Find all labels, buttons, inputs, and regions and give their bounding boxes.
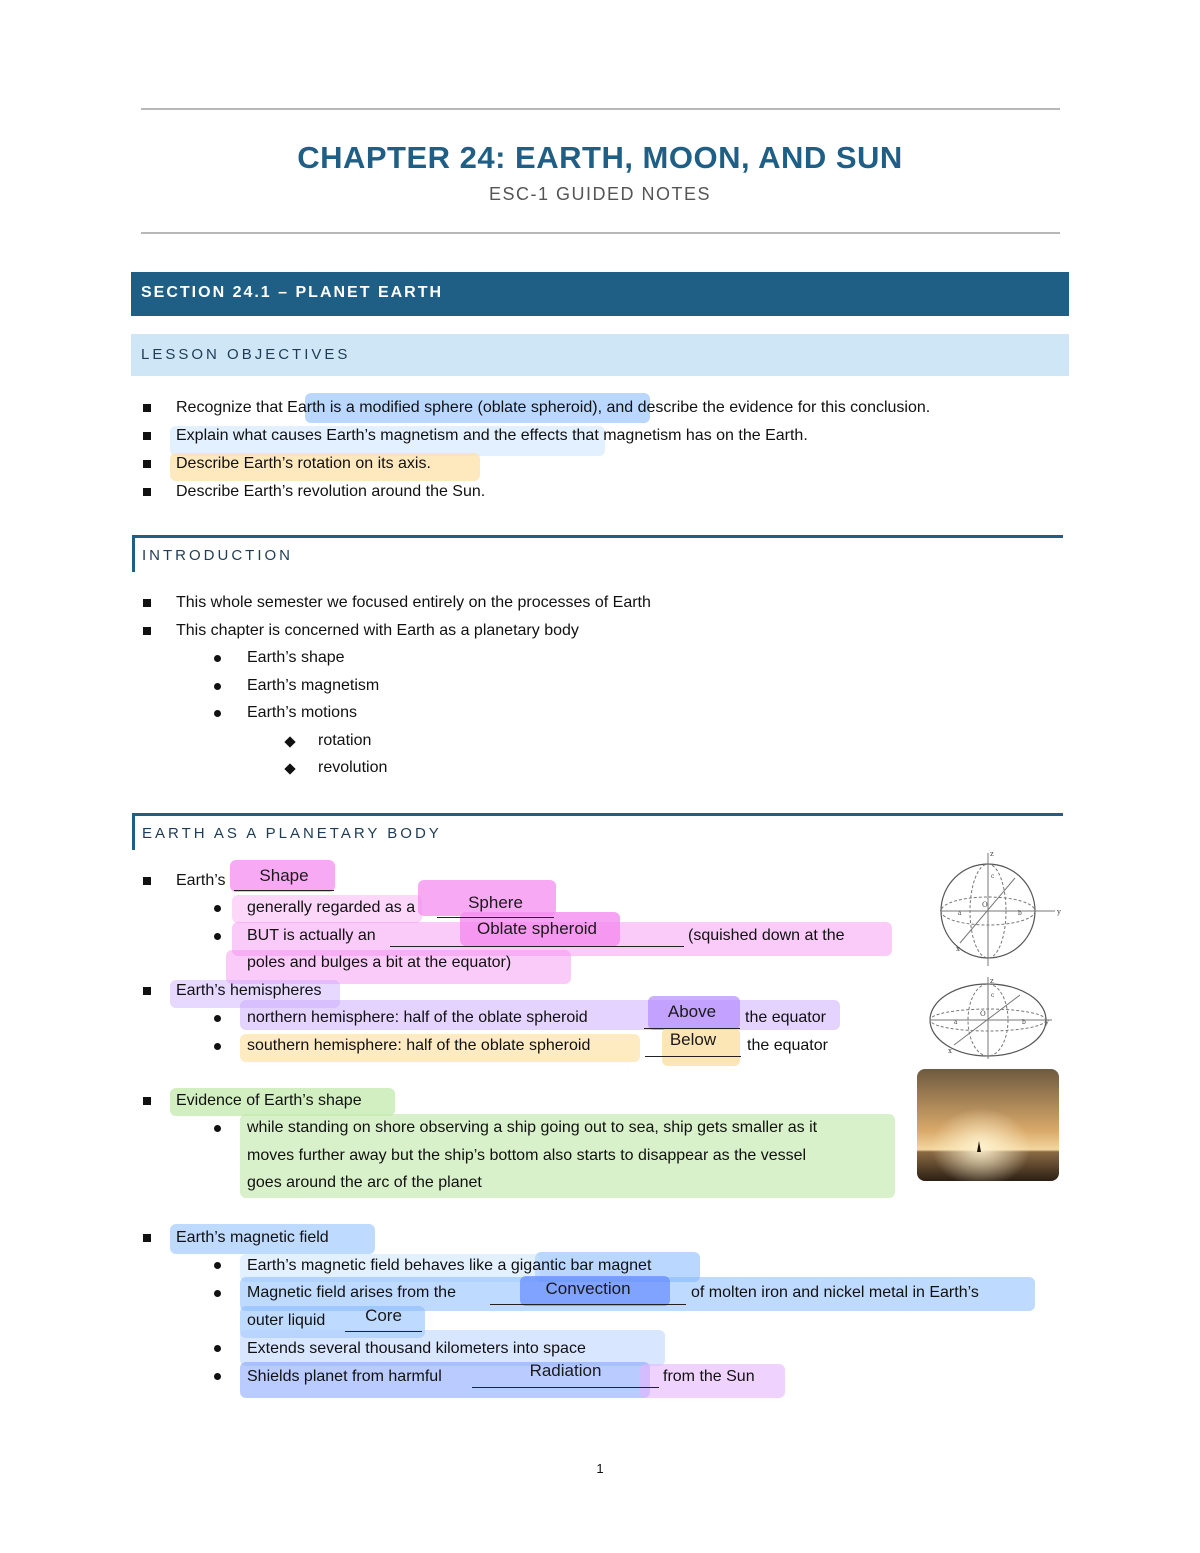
oblate-answer: Oblate spheroid	[476, 919, 598, 938]
magnetic-item-1: Earth’s magnetic field behaves like a gigantic bar magnet	[247, 1257, 652, 1274]
convection-answer: Convection	[545, 1279, 631, 1298]
shape-label: Earth’s	[176, 872, 226, 889]
intro-item-1: This whole semester we focused entirely on the processes of Earth	[176, 594, 651, 611]
bullet	[214, 655, 221, 662]
magnetic-item-4-suffix: from the Sun	[663, 1368, 755, 1385]
objective-3: Describe Earth’s rotation on its axis.	[176, 455, 431, 472]
introduction-heading-box	[132, 535, 1063, 572]
sphere-label-c: c	[991, 873, 995, 880]
oblate-spheroid-diagram	[922, 975, 1062, 1060]
bullet	[214, 1373, 221, 1380]
sphere-label-b: b	[1018, 910, 1022, 917]
introduction-heading: INTRODUCTION	[142, 547, 293, 564]
oblate-label-b: b	[1022, 1019, 1026, 1026]
southern-answer: Below	[669, 1030, 717, 1049]
header-bottom-rule	[141, 232, 1060, 234]
actually-label: BUT is actually an	[247, 927, 376, 944]
bullet	[143, 877, 151, 885]
objective-1: Recognize that Earth is a modified sphere (oblate spheroid), and describe the evidence for this conclusion.	[176, 399, 931, 416]
page-number: 1	[596, 1461, 604, 1476]
oblate-label-c: c	[991, 992, 995, 999]
page-title: CHAPTER 24: EARTH, MOON, AND SUN	[297, 140, 903, 175]
page-subtitle: ESC-1 GUIDED NOTES	[488, 184, 712, 204]
sphere-label-a: a	[958, 910, 962, 917]
sphere-diagram	[930, 848, 1070, 968]
bullet	[143, 627, 151, 635]
section-title: SECTION 24.1 – PLANET EARTH	[141, 284, 444, 301]
intro-sub-item-3: Earth’s motions	[247, 704, 357, 721]
bullet	[143, 1097, 151, 1105]
planetary-body-heading-box	[132, 813, 1063, 850]
magnetic-item-2-line2: outer liquid	[247, 1312, 326, 1329]
bullet	[143, 404, 151, 412]
intro-sub-item-1: Earth’s shape	[247, 649, 345, 666]
sphere-label-o: O	[982, 901, 988, 909]
core-answer: Core	[365, 1306, 402, 1325]
actually-suffix: (squished down at the	[688, 927, 845, 944]
intro-item-2: This chapter is concerned with Earth as a planetary body	[176, 622, 579, 639]
bullet	[143, 1234, 151, 1242]
bullet	[214, 1043, 221, 1050]
sphere-answer: Sphere	[468, 893, 523, 912]
northern-answer: Above	[667, 1002, 717, 1021]
section-banner	[131, 272, 1069, 316]
actually-suffix-line2: poles and bulges a bit at the equator)	[247, 954, 512, 971]
magnetic-item-2-prefix: Magnetic field arises from the	[247, 1284, 456, 1301]
sphere-label-z: z	[990, 850, 994, 858]
evidence-line-1: while standing on shore observing a ship going out to sea, ship gets smaller as it	[247, 1119, 818, 1136]
bullet	[214, 1290, 221, 1297]
bullet	[143, 460, 151, 468]
hemispheres-label: Earth’s hemispheres	[176, 982, 322, 999]
oblate-label-o: O	[980, 1010, 986, 1018]
magnetic-item-4-prefix: Shields planet from harmful	[247, 1368, 442, 1385]
bullet	[214, 1345, 221, 1352]
magnetic-item-2-suffix: of molten iron and nickel metal in Earth’s	[691, 1284, 979, 1301]
oblate-label-y: y	[1045, 1018, 1049, 1026]
bullet	[214, 1015, 221, 1022]
bullet	[143, 488, 151, 496]
southern-suffix: the equator	[747, 1037, 828, 1054]
oblate-label-a: a	[954, 1019, 958, 1026]
magnetic-label: Earth’s magnetic field	[176, 1229, 329, 1246]
bullet	[143, 432, 151, 440]
objective-2: Explain what causes Earth’s magnetism and the effects that magnetism has on the Earth.	[176, 427, 808, 444]
planetary-body-heading: EARTH AS A PLANETARY BODY	[142, 825, 442, 842]
magnetic-item-3: Extends several thousand kilometers into space	[247, 1340, 586, 1357]
objective-4: Describe Earth’s revolution around the Sun.	[176, 483, 486, 500]
northern-suffix: the equator	[745, 1009, 826, 1026]
intro-sub-item-2: Earth’s magnetism	[247, 677, 380, 694]
regarded-label: generally regarded as a	[247, 899, 416, 916]
bullet	[214, 710, 221, 717]
evidence-line-3: goes around the arc of the planet	[247, 1174, 482, 1191]
evidence-label: Evidence of Earth’s shape	[176, 1092, 362, 1109]
intro-sub-sub-item-1: rotation	[318, 732, 372, 749]
bullet	[284, 763, 295, 774]
bullet	[284, 736, 295, 747]
sphere-label-x: x	[956, 945, 960, 953]
bullet	[214, 905, 221, 912]
bullet	[214, 1125, 221, 1132]
lesson-objectives-heading: LESSON OBJECTIVES	[141, 346, 351, 363]
bullet	[143, 987, 151, 995]
intro-sub-sub-item-2: revolution	[318, 759, 388, 776]
oblate-label-x: x	[948, 1047, 952, 1055]
bullet	[143, 599, 151, 607]
evidence-line-2: moves further away but the ship’s bottom also starts to disappear as the vessel	[247, 1147, 807, 1164]
bullet	[214, 1262, 221, 1269]
sphere-label-y: y	[1057, 908, 1061, 916]
radiation-answer: Radiation	[529, 1361, 602, 1380]
oblate-label-z: z	[990, 977, 994, 985]
top-rule	[141, 108, 1060, 110]
bullet	[214, 683, 221, 690]
lesson-objectives-banner	[131, 334, 1069, 376]
bullet	[214, 933, 221, 940]
ship-horizon-photo	[917, 1069, 1059, 1181]
southern-label: southern hemisphere: half of the oblate spheroid	[247, 1037, 591, 1054]
shape-answer: Shape	[259, 866, 309, 885]
northern-label: northern hemisphere: half of the oblate spheroid	[247, 1009, 588, 1026]
